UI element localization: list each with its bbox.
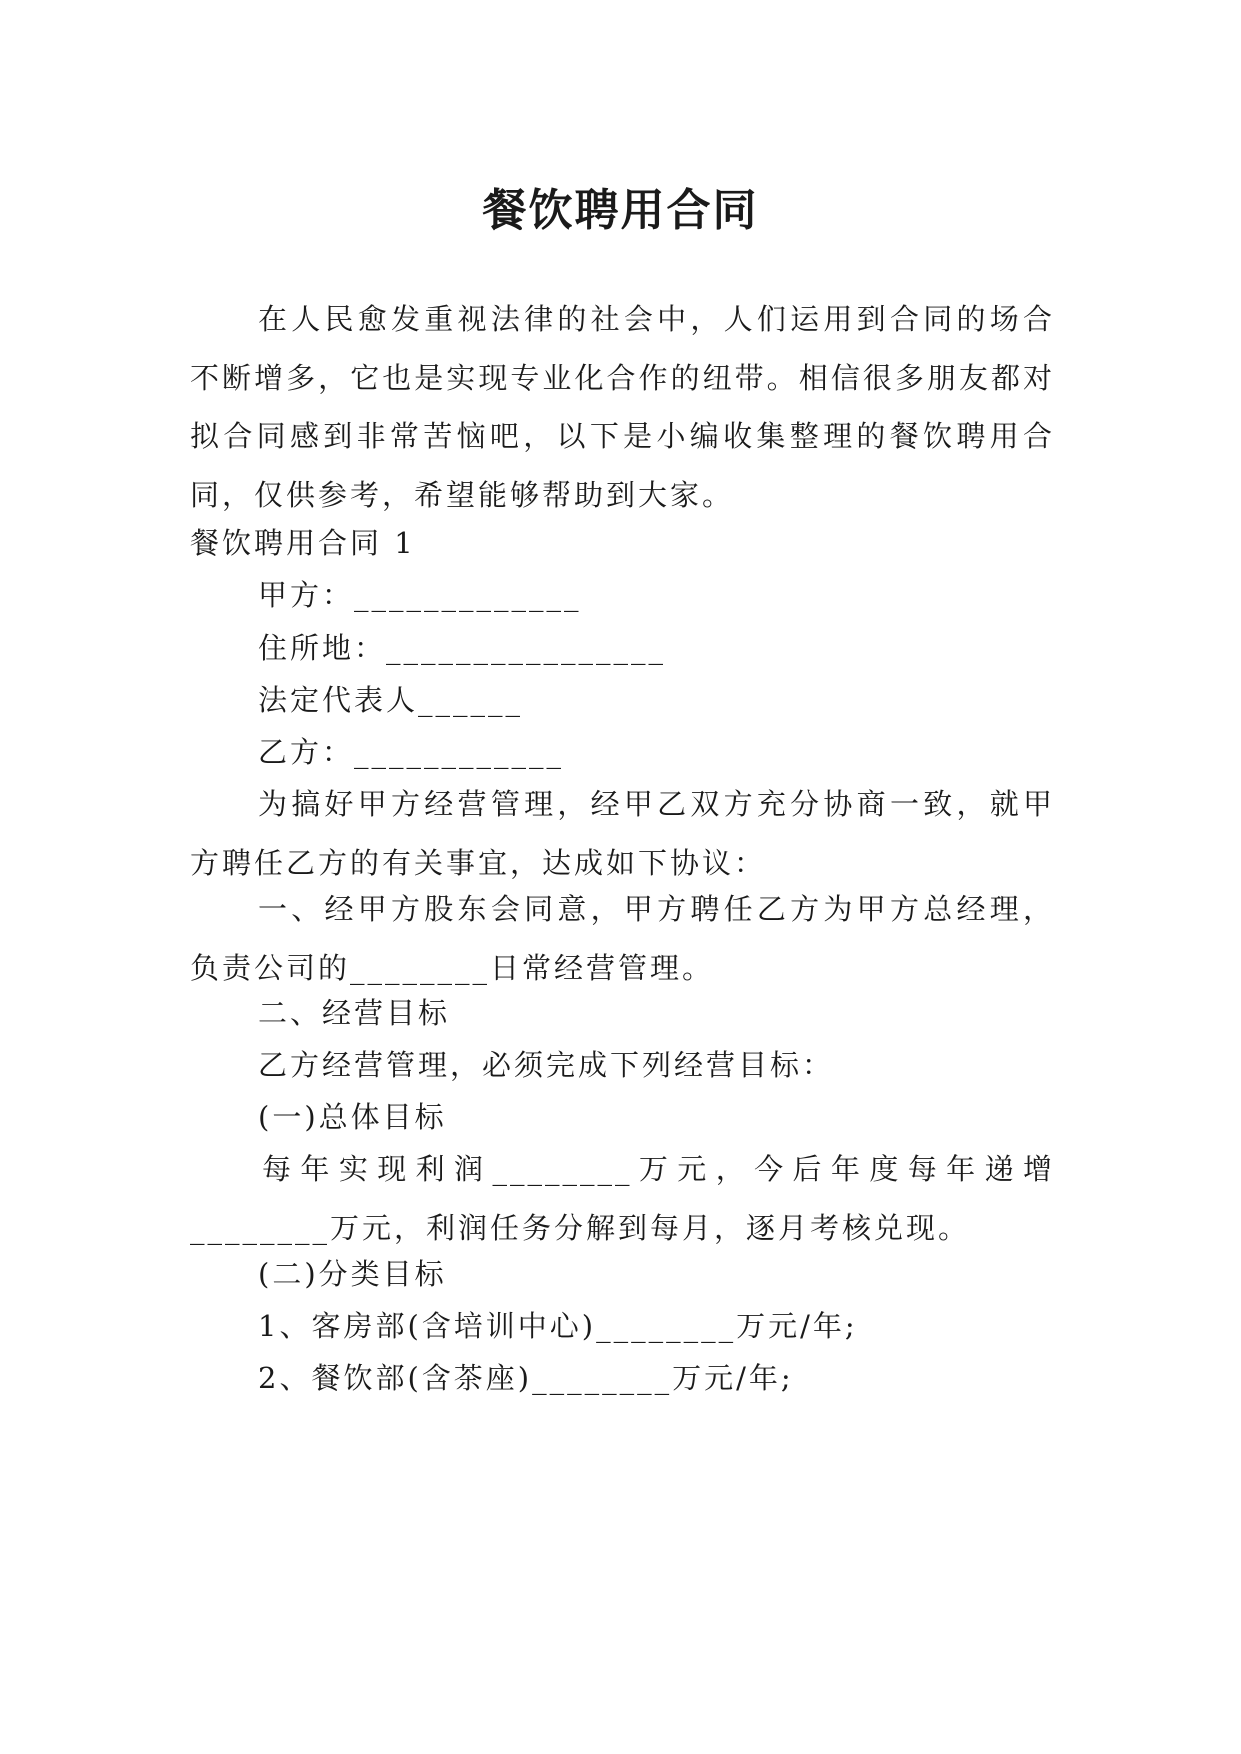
- preamble-paragraph: 为搞好甲方经营管理，经甲乙双方充分协商一致，就甲方聘任乙方的有关事宜，达成如下协议：: [190, 787, 1055, 880]
- clause-2-intro: 乙方经营管理，必须完成下列经营目标：: [258, 1048, 835, 1082]
- overall-goal-paragraph: 每年实现利润________万元，今后年度每年递增________万元，利润任务分解到每月，逐月考核兑现。: [190, 1152, 1055, 1245]
- category-item-1: 1、客房部(含培训中心)________万元/年;: [258, 1309, 858, 1343]
- section-heading: 餐饮聘用合同 1: [190, 526, 416, 560]
- party-a-field: 甲方：_____________: [258, 578, 582, 612]
- intro-paragraph: 在人民愈发重视法律的社会中，人们运用到合同的场合不断增多，它也是实现专业化合作的纽带。相信很多朋友都对拟合同感到非常苦恼吧，以下是小编收集整理的餐饮聘用合同，仅供参考，希望能够帮助到大家。: [190, 302, 1055, 512]
- address-field: 住所地：________________: [258, 631, 667, 665]
- party-b-field: 乙方：____________: [258, 735, 565, 769]
- document-title: 餐饮聘用合同: [482, 185, 759, 237]
- clause-1-paragraph: 一、经甲方股东会同意，甲方聘任乙方为甲方总经理，负责公司的________日常经营管理。: [190, 892, 1055, 985]
- category-goal-heading: (二)分类目标: [258, 1257, 447, 1291]
- overall-goal-heading: (一)总体目标: [258, 1100, 447, 1134]
- clause-2-heading: 二、经营目标: [258, 996, 451, 1030]
- category-item-2: 2、餐饮部(含茶座)________万元/年;: [258, 1361, 794, 1395]
- legal-representative-field: 法定代表人______: [258, 683, 524, 717]
